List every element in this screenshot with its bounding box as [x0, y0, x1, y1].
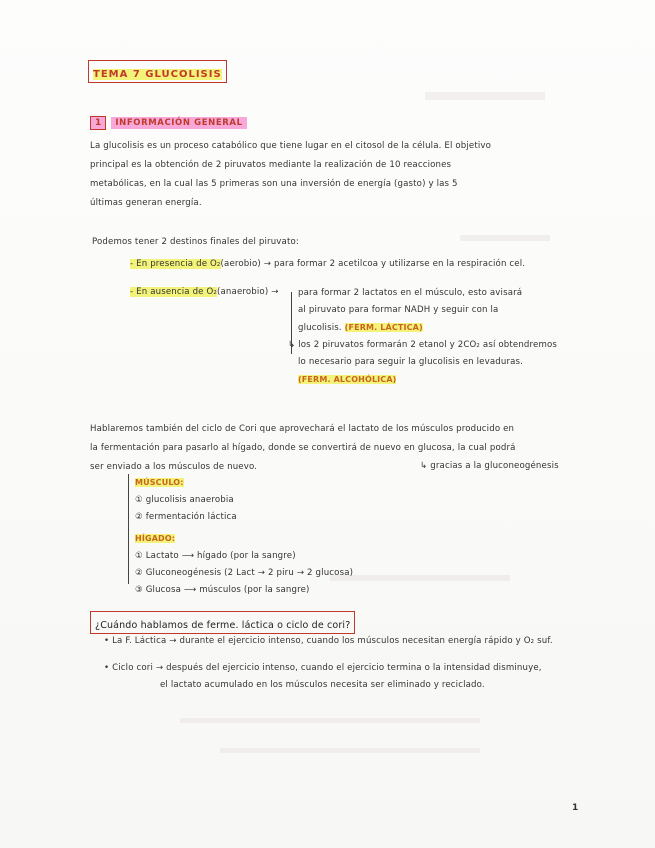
anaerobio-row [130, 287, 279, 297]
page-title: TEMA 7 GLUCOLISIS [93, 69, 222, 80]
cori-steps [135, 474, 353, 599]
paragraph-line: La glucolisis es un proceso catabólico que tiene lugar en el citosol de la célula. El objetivo [90, 141, 492, 151]
higado-label: HÍGADO: [135, 534, 176, 543]
text-line: al piruvato para formar NADH y seguir con la [298, 305, 499, 315]
bleed-through-mark [330, 575, 510, 581]
musculo-label: MÚSCULO: [135, 478, 184, 487]
paragraph-line: ser enviado a los músculos de nuevo. [90, 462, 258, 472]
anaerobio-tag: (anaerobio) [217, 287, 269, 297]
section-header [90, 110, 247, 129]
paragraph-line: principal es la obtención de 2 piruvatos mediante la realización de 10 reacciones [90, 160, 452, 170]
paragraph-line: Hablaremos también del ciclo de Cori que aprovechará el lactato de los músculos producido en [90, 424, 515, 434]
text-line: glucolisis. [298, 323, 342, 333]
bleed-through-mark [180, 718, 480, 723]
bullet-cori [104, 660, 542, 694]
bleed-through-mark [460, 235, 550, 241]
intro-paragraph [90, 137, 491, 213]
paragraph-line: la fermentación para pasarlo al hígado, donde se convertirá de nuevo en glucosa, la cual podrá [90, 443, 516, 453]
anaerobio-lactic-text [298, 285, 522, 337]
question-box [90, 611, 355, 634]
bullet-lactica: • La F. Láctica → durante el ejercicio intenso, cuando los músculos necesitan energía rápido y O₂ suf. [104, 636, 553, 646]
question-title: ¿Cuándo hablamos de ferme. láctica o ciclo de cori? [95, 620, 351, 631]
alcoholic-text [288, 337, 557, 389]
bleed-through-mark [220, 748, 480, 753]
aerobio-row [130, 259, 525, 269]
list-item: ② Gluconeogénesis (2 Lact → 2 piru → 2 glucosa) [135, 568, 354, 578]
anaerobio-label: - En ausencia de O₂ [130, 287, 218, 297]
aerobio-label: - En presencia de O₂ [130, 259, 221, 269]
text-line: • Ciclo cori → después del ejercicio intenso, cuando el ejercicio termina o la intensidad disminuye, [104, 663, 542, 673]
arrow-right-icon: ↳ [420, 461, 428, 471]
destinos-intro: Podemos tener 2 destinos finales del piruvato: [92, 237, 299, 247]
gluconeo-note [420, 461, 559, 471]
text-line: el lactato acumulado en los músculos necesita ser eliminado y reciclado. [160, 680, 485, 690]
text-line: para formar 2 lactatos en el músculo, esto avisará [298, 288, 523, 298]
arrow-right-icon: ↳ [288, 340, 299, 350]
section-number: 1 [90, 116, 106, 130]
text-line: lo necesario para seguir la glucolisis en levaduras. [298, 357, 524, 367]
bleed-through-mark [425, 92, 545, 100]
list-item: ② fermentación láctica [135, 512, 237, 522]
page-number: 1 [572, 803, 579, 813]
arrow-right-icon: → [263, 259, 272, 269]
bracket-line [128, 474, 129, 584]
aerobio-text: para formar 2 acetilcoa y utilizarse en la respiración cel. [274, 259, 526, 269]
aerobio-tag: (aerobio) [220, 259, 261, 269]
page-title-box [88, 60, 227, 83]
gluconeo-note-text: gracias a la gluconeogénesis [430, 461, 559, 471]
list-item: ① glucolisis anaerobia [135, 495, 234, 505]
arrow-right-icon: → [271, 287, 279, 297]
list-item: ① Lactato ⟶ hígado (por la sangre) [135, 551, 296, 561]
section-title: INFORMACIÓN GENERAL [111, 117, 246, 129]
paragraph-line: metabólicas, en la cual las 5 primeras son una inversión de energía (gasto) y las 5 [90, 179, 458, 189]
ferm-alcoholica-label: (FERM. ALCOHÓLICA) [298, 375, 397, 384]
list-item: ③ Glucosa ⟶ músculos (por la sangre) [135, 585, 310, 595]
ferm-lactica-label: (FERM. LÁCTICA) [344, 323, 423, 332]
paragraph-line: últimas generan energía. [90, 198, 202, 208]
text-line: los 2 piruvatos formarán 2 etanol y 2CO₂ así obtendremos [298, 340, 558, 350]
